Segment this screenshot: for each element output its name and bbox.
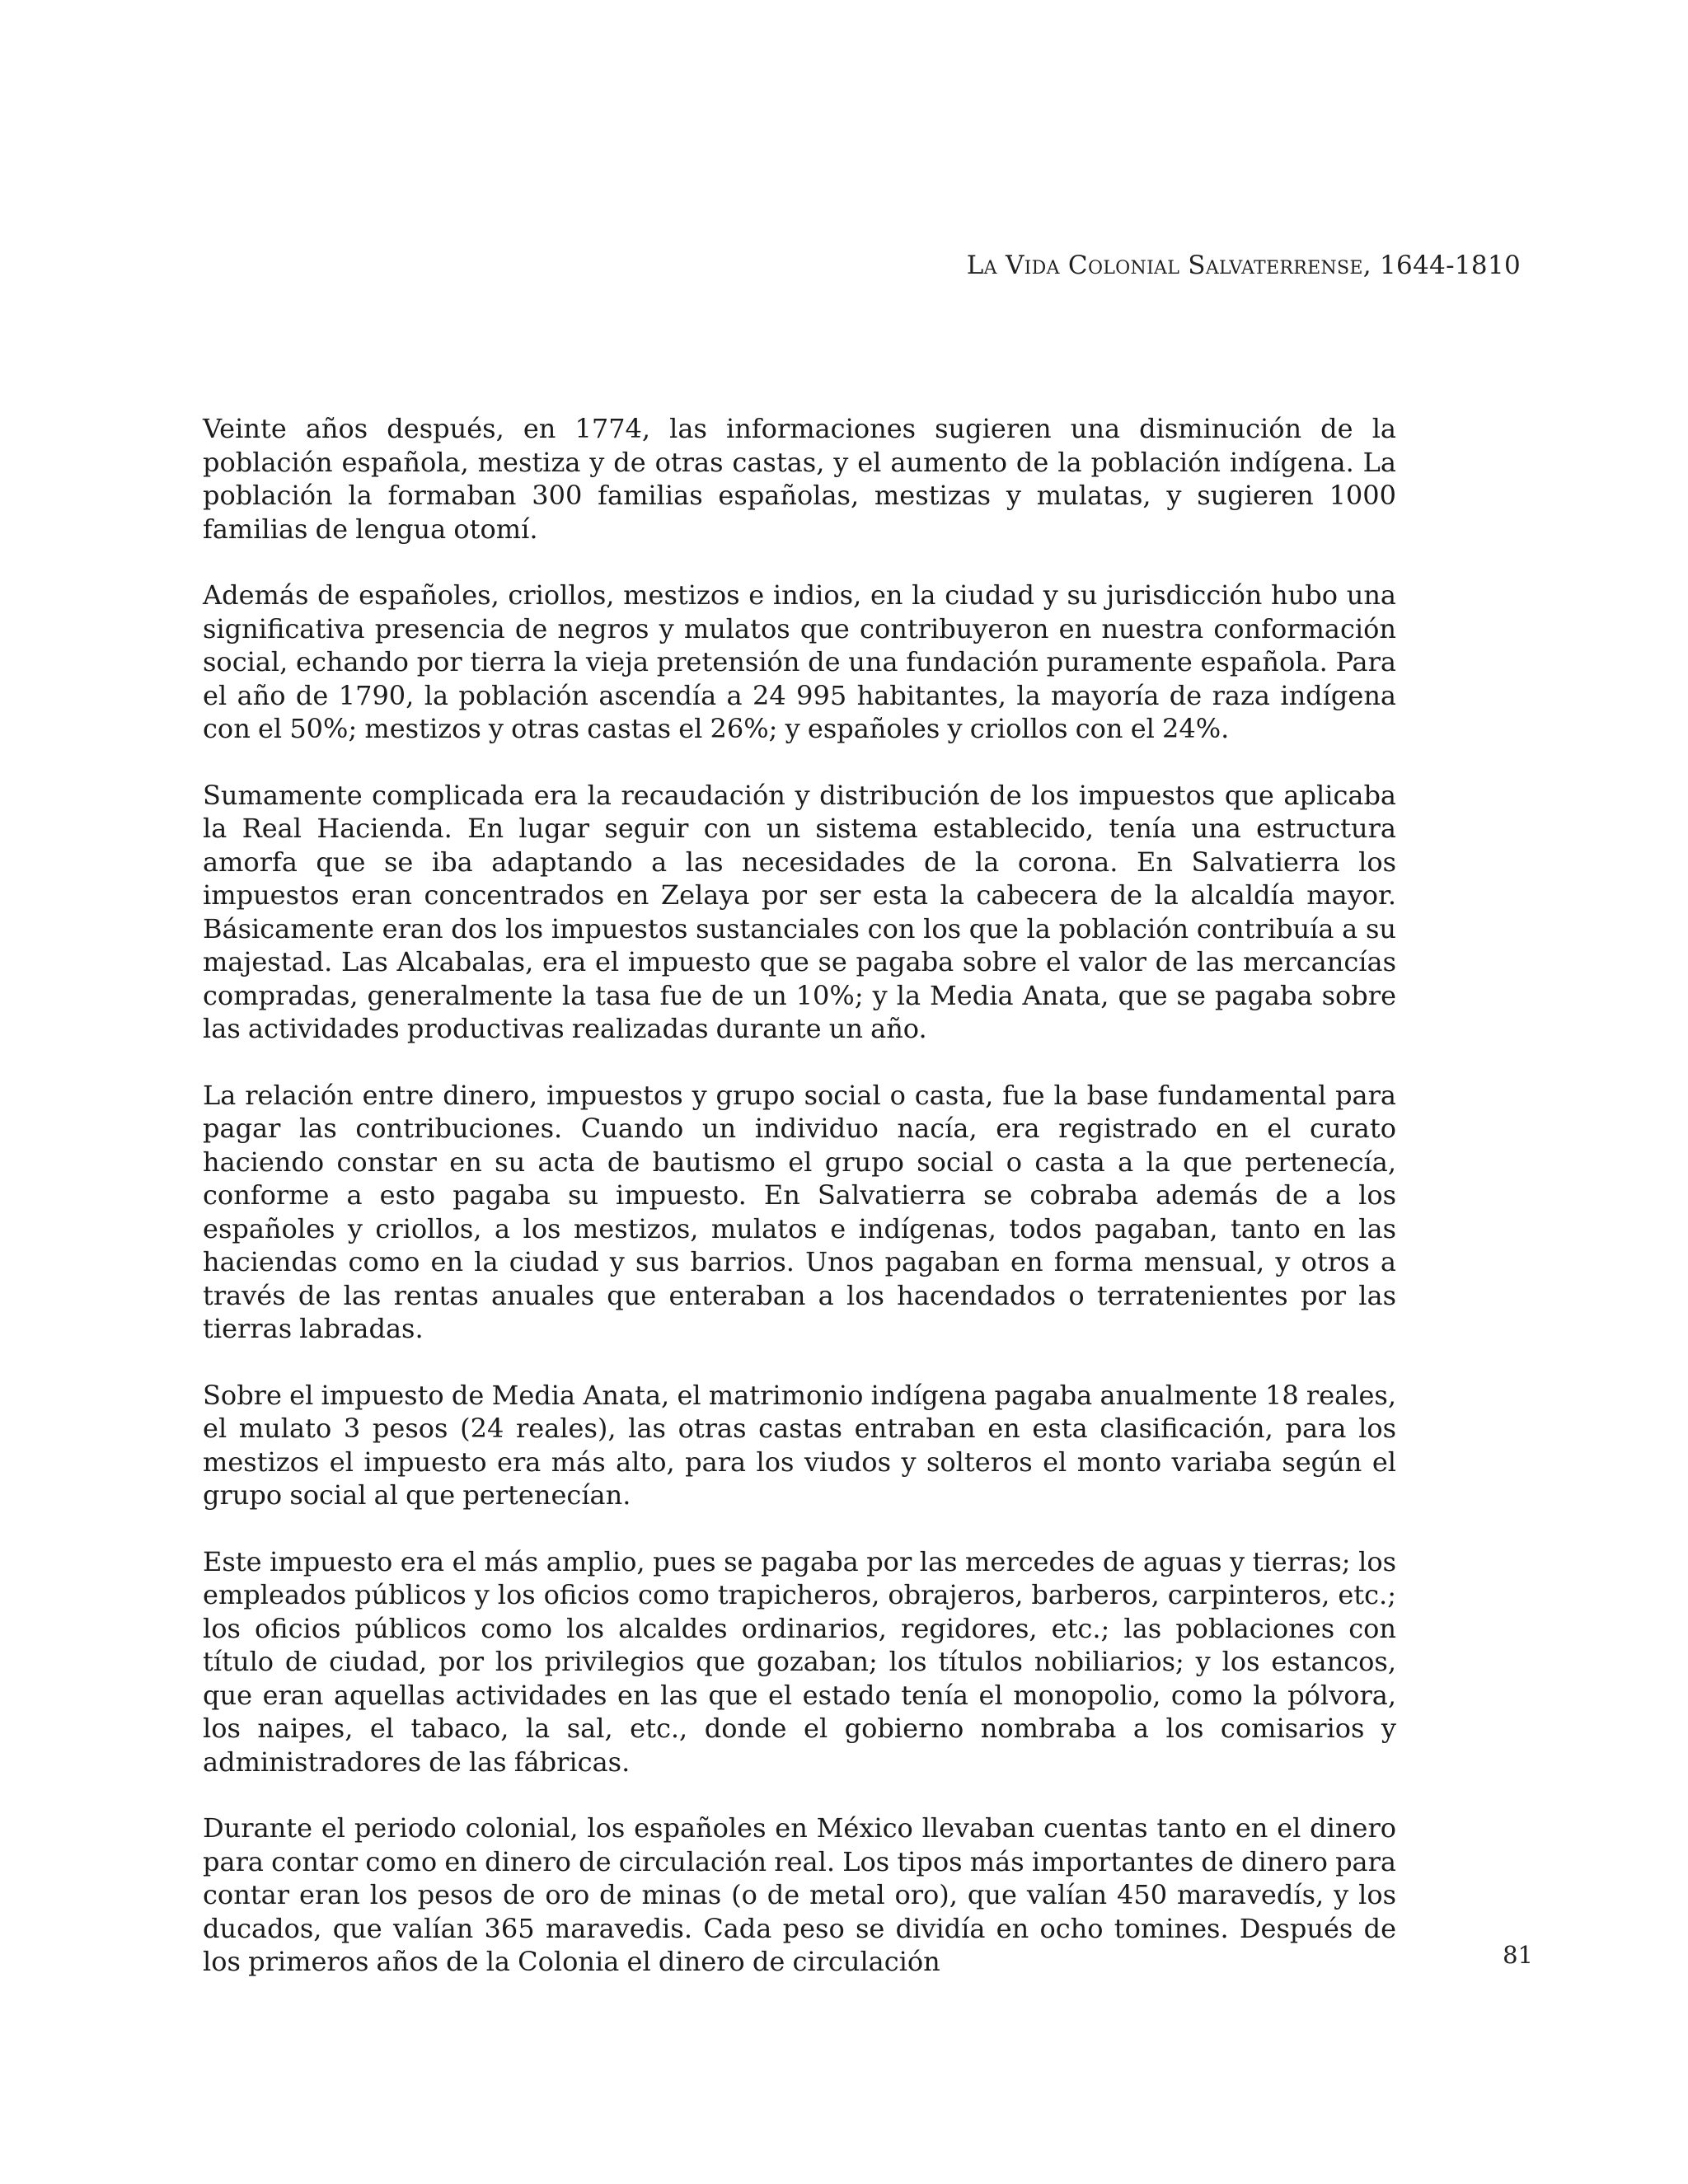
running-header	[967, 251, 1521, 280]
paragraph-1: Veinte años después, en 1774, las informaciones sugieren una disminución de la población española, mestiza y de otras castas, y el aumento de la población indígena. La población la formaban 300 familias españolas, mestizas y mulatas, y sugieren 1000 familias de lengua otomí.	[203, 413, 1396, 545]
page-number: 81	[1503, 1941, 1533, 1969]
paragraph-2: Además de españoles, criollos, mestizos e indios, en la ciudad y su jurisdicción hubo una significativa presencia de negros y mulatos que contribuyeron en nuestra conformación social, echando por tierra la vieja pretensión de una fundación puramente española. Para el año de 1790, la población ascendía a 24 995 habitantes, la mayoría de raza indígena con el 50%; mestizos y otras castas el 26%; y españoles y criollos con el 24%.	[203, 579, 1396, 744]
paragraph-7: Durante el periodo colonial, los españoles en México llevaban cuentas tanto en el dinero para contar como en dinero de circulación real. Los tipos más importantes de dinero para contar eran los pesos de oro de minas (o de metal oro), que valían 450 maravedís, y los ducados, que valían 365 maravedis. Cada peso se dividía en ocho tomines. Después de los primeros años de la Colonia el dinero de circulación	[203, 1812, 1396, 1977]
running-title: La Vida Colonial Salvaterrense, 1644-1810	[966, 251, 1521, 280]
paragraph-5: Sobre el impuesto de Media Anata, el matrimonio indígena pagaba anualmente 18 reales, el mulato 3 pesos (24 reales), las otras castas entraban en esta clasificación, para los mestizos el impuesto era más alto, para los viudos y solteros el monto variaba según el grupo social al que pertenecían.	[203, 1379, 1396, 1511]
paragraph-3: Sumamente complicada era la recaudación y distribución de los impuestos que aplicaba la Real Hacienda. En lugar seguir con un sistema establecido, tenía una estructura amorfa que se iba adaptando a las necesidades de la corona. En Salvatierra los impuestos eran concentrados en Zelaya por ser esta la cabecera de la alcaldía mayor. Básicamente eran dos los impuestos sustanciales con los que la población contribuía a su majestad. Las Alcabalas, era el impuesto que se pagaba sobre el valor de las mercancías compradas, generalmente la tasa fue de un 10%; y la Media Anata, que se pagaba sobre las actividades productivas realizadas durante un año.	[203, 779, 1396, 1044]
body-text	[203, 412, 1396, 2012]
paragraph-4: La relación entre dinero, impuestos y grupo social o casta, fue la base fundamental para pagar las contribuciones. Cuando un individuo nacía, era registrado en el curato haciendo constar en su acta de bautismo el grupo social o casta a la que pertenecía, conforme a esto pagaba su impuesto. En Salvatierra se cobraba además de a los españoles y criollos, a los mestizos, mulatos e indígenas, todos pagaban, tanto en las haciendas como en la ciudad y sus barrios. Unos pagaban en forma mensual, y otros a través de las rentas anuales que enteraban a los hacendados o terratenientes por las tierras labradas.	[203, 1079, 1396, 1344]
paragraph-6: Este impuesto era el más amplio, pues se pagaba por las mercedes de aguas y tierras; los empleados públicos y los oficios como trapicheros, obrajeros, barberos, carpinteros, etc.; los oficios públicos como los alcaldes ordinarios, regidores, etc.; las poblaciones con título de ciudad, por los privilegios que gozaban; los títulos nobiliarios; y los estancos, que eran aquellas actividades en las que el estado tenía el monopolio, como la pólvora, los naipes, el tabaco, la sal, etc., donde el gobierno nombraba a los comisarios y administradores de las fábricas.	[203, 1545, 1396, 1778]
